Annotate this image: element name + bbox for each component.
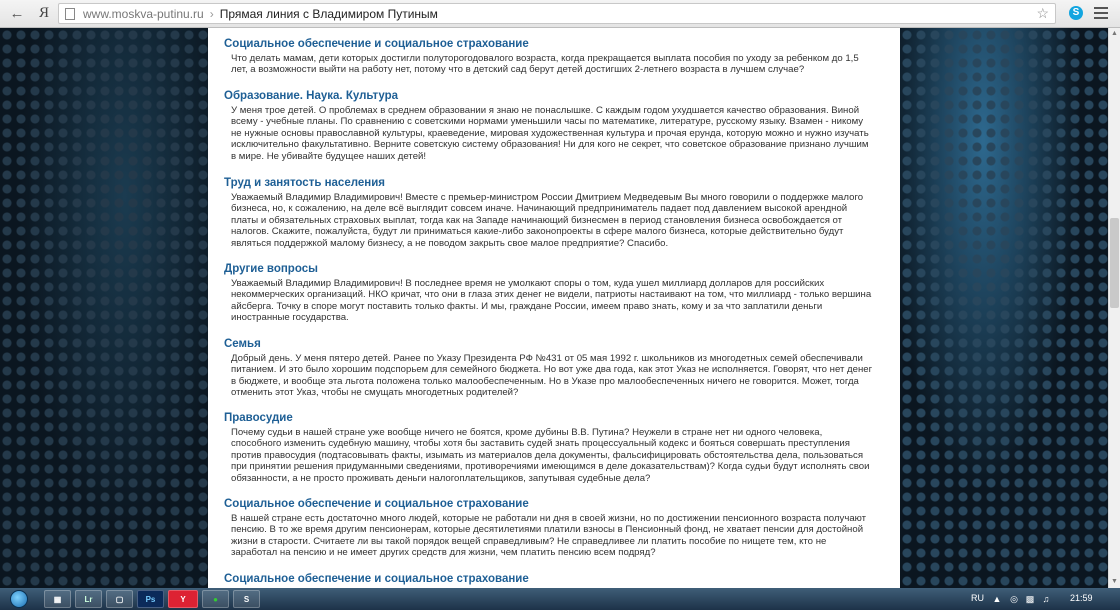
section-question: Уважаемый Владимир Владимирович! Вместе с премьер-министром России Дмитрием Медведевым Вы много говорили о поддержке малого бизнеса, но, к сожалению, на деле всё выглядит совсем иначе. Начинающий предприниматель падает под давлением высокой арендной платы и обязательных страховых выплат, тогда как на Западе начинающий бизнесмен в период становления бизнеса освобождается от налогов. Скажите, пожалуйста, будут ли приниматься какие-либо законопроекты в сфере малого бизнеса, которые действительно будут являться поддержкой малому бизнесу, а не поводом закрыть свое малое предприятие? Спасибо. bbox=[231, 192, 864, 249]
volume-icon[interactable]: ♫ bbox=[1042, 594, 1050, 604]
photoshop-icon[interactable]: Ps bbox=[137, 590, 164, 608]
signal-icon[interactable]: ▩ bbox=[1025, 594, 1035, 604]
bookmark-star-icon[interactable]: ☆ bbox=[1036, 5, 1049, 21]
skype-taskbar-icon[interactable]: S bbox=[233, 590, 260, 608]
question-section bbox=[224, 497, 874, 559]
scroll-thumb[interactable] bbox=[1110, 218, 1119, 308]
section-heading[interactable]: Другие вопросы bbox=[224, 263, 318, 275]
back-arrow-icon[interactable]: ← bbox=[9, 5, 25, 22]
section-question: Что делать мамам, дети которых достигли полуторогодовалого возраста, когда прекращается выплата пособия по уходу за ребенком до 1,5 лет, а возможности выйти на работу нет, потому что в детский сад берут детей достигших 2-летнего возраста в лучшем случае? bbox=[231, 53, 859, 76]
question-section bbox=[224, 176, 874, 249]
question-section bbox=[224, 37, 874, 76]
address-separator: › bbox=[209, 6, 214, 21]
section-heading[interactable]: Социальное обеспечение и социальное страхование bbox=[224, 498, 529, 510]
explorer-icon[interactable]: ▦ bbox=[44, 590, 71, 608]
browser-menu-icon[interactable] bbox=[1094, 7, 1108, 22]
section-heading[interactable]: Труд и занятость населения bbox=[224, 177, 385, 189]
page-icon bbox=[65, 8, 75, 20]
scroll-up-icon[interactable]: ▲ bbox=[1111, 30, 1118, 37]
question-section bbox=[224, 262, 874, 324]
question-section bbox=[224, 411, 874, 484]
section-heading[interactable]: Правосудие bbox=[224, 412, 293, 424]
address-bar[interactable] bbox=[58, 3, 1056, 24]
yandex-icon[interactable]: Я bbox=[38, 5, 49, 21]
address-url: www.moskva-putinu.ru bbox=[83, 6, 204, 21]
tray-arrow-icon[interactable]: ▲ bbox=[992, 594, 1002, 604]
language-indicator[interactable]: RU bbox=[971, 593, 984, 603]
page-background-right bbox=[900, 28, 1108, 588]
content-column bbox=[208, 28, 900, 588]
section-heading[interactable]: Социальное обеспечение и социальное страхование bbox=[224, 38, 529, 50]
section-question: Почему судьи в нашей стране уже вообще ничего не боятся, кроме дубины В.В. Путина? Неужели в стране нет ни одного человека, способного изменить судебную машину, чтобы хотя бы заставить судей знать процессуальный кодекс и бояться совершать преступления против правосудия (подтасовывать факты, изымать из материалов дела документы, фальсифицировать обстоятельства дела, пользоваться при принятии решения придуманными сведениями, противоречиями имеющимся в деле доказательствам)? Когда судьи будут исполнять свои обязанности, а не просто проживать деньги налогоплательщиков, запутывая судебные дела? bbox=[231, 427, 870, 484]
section-question: В нашей стране есть достаточно много людей, которые не работали ни дня в своей жизни, но по достижении пенсионного возраста получают пенсию. В то же время другим пенсионерам, которые десятилетиями платили взносы в Пенсионный фонд, не хватает пенсии для достойной жизни в старости. Считаете ли вы такой порядок вещей справедливым? Не справедливее ли платить пособие по нищете тем, кто не заработал на пенсию и не имеет других средств для жизни, чем платить пенсию всем подряд? bbox=[231, 513, 867, 559]
lightroom-icon[interactable]: Lr bbox=[75, 590, 102, 608]
section-question: Добрый день. У меня пятеро детей. Ранее по Указу Президента РФ №431 от 05 мая 1992 г. школьников из многодетных семей обеспечивали питанием. И это было хорошим подспорьем для семейного бюджета. Но вот уже два года, как этот Указ не исполняется. Говорят, что нет денег в бюджете, и вообще эта льгота положена только малообеспеченным. Но в Указе про малообеспеченных ничего не говорится. Может, тогда отменить этот Указ, чтобы не смущать многодетных родителей? bbox=[231, 353, 873, 399]
media-player-icon[interactable]: ● bbox=[202, 590, 229, 608]
section-question: У меня трое детей. О проблемах в среднем образовании я знаю не понаслышке. С каждым годом ухудшается качество образования. Виной всему - учебные планы. По сравнению с советскими нормами уменьшили часы по математике, литературе, русскому языку. Взамен - никому не нужные основы православной культуры, краеведение, мировая художественная культура и прочая ерунда, которую можно и нужно изучать исключительно факультативно. Верните советскую систему образования! Ни для кого не секрет, что советское образование признано лучшим в мире. Не убивайте будущее наших детей! bbox=[231, 105, 869, 162]
section-heading[interactable]: Социальное обеспечение и социальное страхование bbox=[224, 573, 529, 585]
scroll-down-icon[interactable]: ▼ bbox=[1111, 578, 1118, 585]
section-heading[interactable]: Семья bbox=[224, 338, 261, 350]
start-button[interactable] bbox=[10, 590, 28, 608]
section-question: Уважаемый Владимир Владимирович! В последнее время не умолкают споры о том, куда ушел миллиард долларов для российских некоммерческих организаций. НКО кричат, что они в глаза этих денег не видели, патриоты настаивают на том, что миллиард - только вершина айсберга. Точку в споре могут поставить только факты. И мы, граждане России, имеем право знать, кому и за что заплатили деньги иностранные государства. bbox=[231, 278, 872, 324]
network-icon[interactable]: ◎ bbox=[1010, 594, 1018, 604]
section-heading[interactable]: Образование. Наука. Культура bbox=[224, 90, 399, 102]
question-section bbox=[224, 572, 874, 588]
browser-toolbar bbox=[0, 0, 1120, 28]
question-section bbox=[224, 337, 874, 399]
question-section bbox=[224, 89, 874, 162]
yandex-browser-icon[interactable]: Y bbox=[168, 590, 198, 608]
skype-extension-icon[interactable]: S bbox=[1069, 6, 1083, 20]
address-page-title: Прямая линия с Владимиром Путиным bbox=[219, 6, 438, 21]
clock[interactable]: 21:59 bbox=[1070, 593, 1093, 603]
folder-icon[interactable]: ▢ bbox=[106, 590, 133, 608]
vertical-scrollbar[interactable] bbox=[1108, 28, 1120, 588]
page-background-left bbox=[0, 28, 208, 588]
windows-taskbar bbox=[0, 588, 1120, 610]
